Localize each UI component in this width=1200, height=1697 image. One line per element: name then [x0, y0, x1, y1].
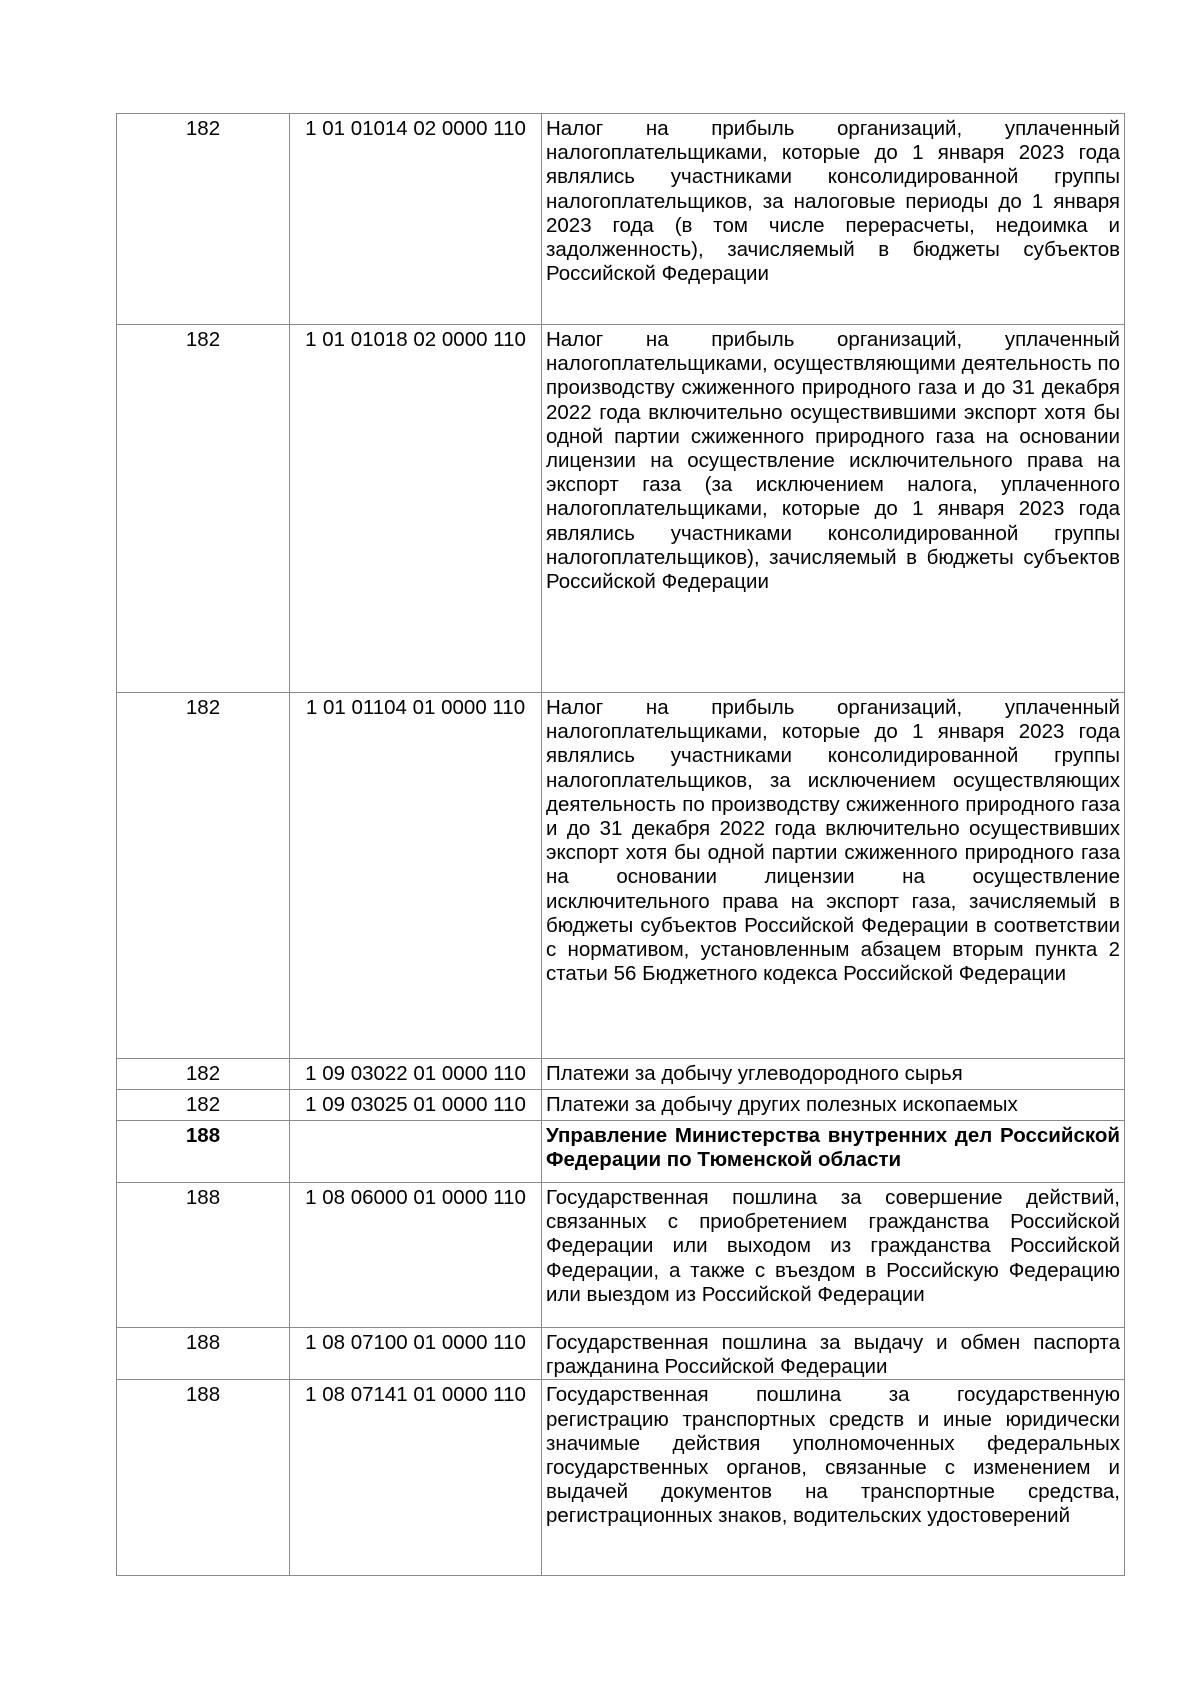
budget-classification-code-cell: 1 09 03025 01 0000 110 — [290, 1090, 542, 1121]
admin-code-cell: 182 — [117, 1090, 290, 1121]
table-row — [117, 693, 1125, 1059]
table-row — [117, 1059, 1125, 1090]
budget-classification-code-cell: 1 08 07100 01 0000 110 — [290, 1328, 542, 1380]
admin-code-cell: 188 — [117, 1328, 290, 1380]
budget-classification-code-cell: 1 08 06000 01 0000 110 — [290, 1183, 542, 1328]
admin-code-cell: 188 — [117, 1380, 290, 1576]
admin-code-cell: 182 — [117, 114, 290, 325]
admin-code-cell: 182 — [117, 1059, 290, 1090]
table-row — [117, 325, 1125, 693]
revenue-name-cell: Государственная пошлина за государственную регистрацию транспортных средств и иные юридически значимые действия уполномоченных федеральных государственных органов, связанные с изменением и выдачей документов на транспортные средства, регистрационных знаков, водительских удостоверений — [542, 1380, 1125, 1576]
table-row — [117, 1090, 1125, 1121]
table-row — [117, 1380, 1125, 1576]
admin-code-cell: 182 — [117, 693, 290, 1059]
admin-code-cell: 188 — [117, 1183, 290, 1328]
budget-classification-code-cell: 1 01 01014 02 0000 110 — [290, 114, 542, 325]
budget-classification-code-cell: 1 09 03022 01 0000 110 — [290, 1059, 542, 1090]
revenue-name-cell: Государственная пошлина за совершение действий, связанных с приобретением гражданства Российской Федерации или выходом из гражданства Российской Федерации, а также с въездом в Российскую Федерацию или выездом из Российской Федерации — [542, 1183, 1125, 1328]
table-row-section-header — [117, 1121, 1125, 1183]
revenue-name-cell: Государственная пошлина за выдачу и обмен паспорта гражданина Российской Федерации — [542, 1328, 1125, 1380]
revenue-codes-table — [116, 113, 1125, 1576]
budget-classification-code-cell: 1 01 01018 02 0000 110 — [290, 325, 542, 693]
budget-classification-code-cell: 1 01 01104 01 0000 110 — [290, 693, 542, 1059]
administrator-name-cell: Управление Министерства внутренних дел Российской Федерации по Тюменской области — [542, 1121, 1125, 1183]
revenue-name-cell: Платежи за добычу углеводородного сырья — [542, 1059, 1125, 1090]
budget-classification-code-cell — [290, 1121, 542, 1183]
revenue-name-cell: Налог на прибыль организаций, уплаченный налогоплательщиками, осуществляющими деятельность по производству сжиженного природного газа и до 31 декабря 2022 года включительно осуществившими экспорт хотя бы одной партии сжиженного природного газа на основании лицензии на осуществление исключительного права на экспорт газа (за исключением налога, уплаченного налогоплательщиками, которые до 1 января 2023 года являлись участниками консолидированной группы налогоплательщиков), зачисляемый в бюджеты субъектов Российской Федерации — [542, 325, 1125, 693]
table-row — [117, 1328, 1125, 1380]
revenue-name-cell: Платежи за добычу других полезных ископаемых — [542, 1090, 1125, 1121]
table-row — [117, 1183, 1125, 1328]
revenue-name-cell: Налог на прибыль организаций, уплаченный налогоплательщиками, которые до 1 января 2023 года являлись участниками консолидированной группы налогоплательщиков, за налоговые периоды до 1 января 2023 года (в том числе перерасчеты, недоимка и задолженность), зачисляемый в бюджеты субъектов Российской Федерации — [542, 114, 1125, 325]
admin-code-cell: 188 — [117, 1121, 290, 1183]
budget-classification-code-cell: 1 08 07141 01 0000 110 — [290, 1380, 542, 1576]
admin-code-cell: 182 — [117, 325, 290, 693]
revenue-name-cell: Налог на прибыль организаций, уплаченный налогоплательщиками, которые до 1 января 2023 года являлись участниками консолидированной группы налогоплательщиков, за исключением осуществляющих деятельность по производству сжиженного природного газа и до 31 декабря 2022 года включительно осуществивших экспорт хотя бы одной партии сжиженного природного газа на основании лицензии на осуществление исключительного права на экспорт газа, зачисляемый в бюджеты субъектов Российской Федерации в соответствии с нормативом, установленным абзацем вторым пункта 2 статьи 56 Бюджетного кодекса Российской Федерации — [542, 693, 1125, 1059]
table-row — [117, 114, 1125, 325]
